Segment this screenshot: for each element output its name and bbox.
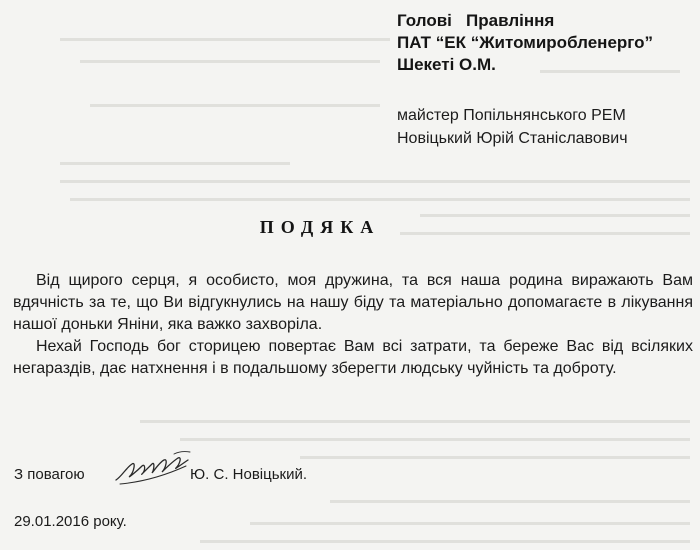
bleed-through-mark [180,438,690,441]
recipient-company: ПАТ “ЕК “Житомиробленерго” [397,33,654,52]
bleed-through-mark [330,500,690,503]
recipient-position: Голові Правління [397,11,555,30]
bleed-through-mark [60,38,390,41]
bleed-through-mark [60,180,690,183]
bleed-through-mark [60,162,290,165]
letter-body [13,270,693,380]
bleed-through-mark [250,522,690,525]
bleed-through-mark [140,420,690,423]
recipient-block [397,10,653,76]
body-paragraph-2: Нехай Господь бог сторицею повертає Вам всі затрати, та береже Вас від всіляких негараздів, дає натхнення і в подальшому зберегти людську чуйність та доброту. [13,338,693,377]
bleed-through-mark [90,104,380,107]
bleed-through-mark [80,60,380,63]
bleed-through-mark [70,198,690,201]
bleed-through-mark [300,456,690,459]
body-paragraph-1: Від щирого серця, я особисто, моя дружина, та вся наша родина виражають Вам вдячність за те, що Ви відгукнулись на нашу біду та матеріально допомагаєте в лікування нашої доньки Яніни, яка важко захворіла. [13,272,693,333]
bleed-through-mark [200,540,690,543]
letter-date: 29.01.2016 року. [14,513,127,530]
letter-title: ПОДЯКА [259,217,381,237]
sender-position: майстер Попільнянського РЕМ [397,107,626,124]
sender-name: Новіцький Юрій Станіславович [397,130,628,147]
handwritten-signature [112,446,192,492]
signer-name: Ю. С. Новіцький. [190,466,308,483]
closing-regards: З повагою [14,466,85,483]
sender-block [397,104,628,150]
recipient-name: Шекеті О.М. [397,55,496,74]
